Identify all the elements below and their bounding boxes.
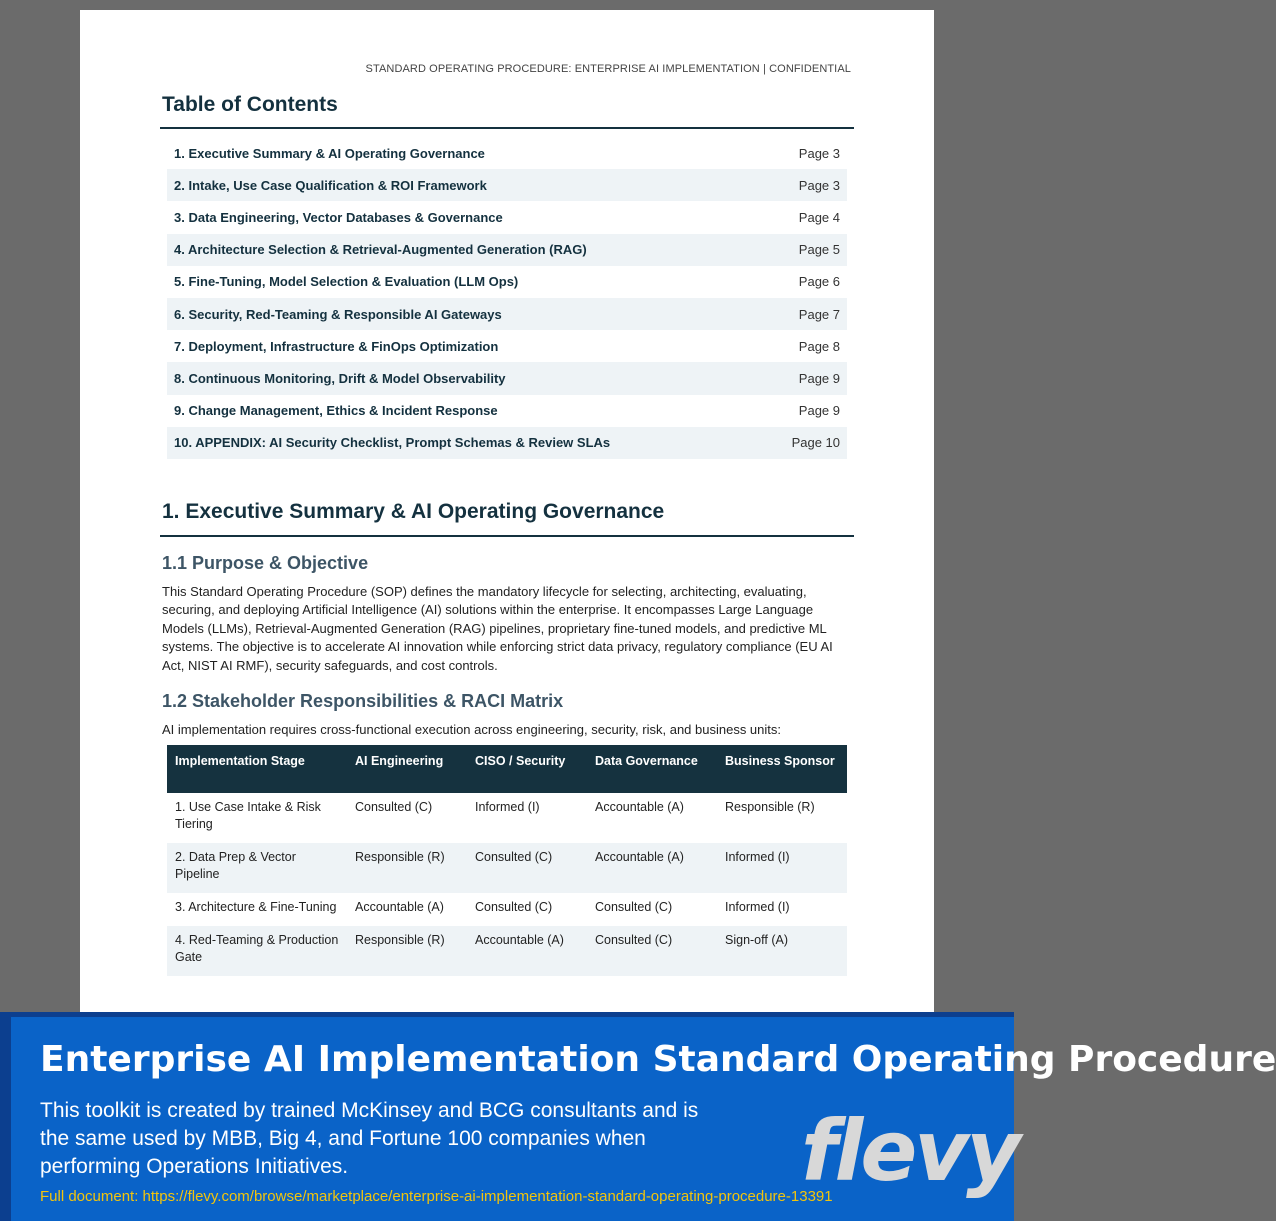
toc-item-page: Page 3 [798,145,840,161]
raci-cell: Consulted (C) [595,900,673,914]
toc-item-page: Page 4 [798,209,840,225]
toc-item-label: 2. Intake, Use Case Qualification & ROI Framework [174,177,487,193]
toc-title: Table of Contents [162,93,338,116]
toc-item-label: 6. Security, Red-Teaming & Responsible AI Gateways [174,306,502,322]
raci-cell: Sign-off (A) [717,926,847,976]
raci-cell: Consulted (C) [355,800,433,814]
raci-header-cell: AI Engineering [347,745,467,793]
toc-item[interactable] [167,201,847,233]
flevy-logo[interactable]: flevy [801,1102,1018,1200]
toc-item-label: 5. Fine-Tuning, Model Selection & Evaluation (LLM Ops) [174,274,519,290]
toc-item-label: 10. APPENDIX: AI Security Checklist, Prompt Schemas & Review SLAs [174,435,611,451]
raci-header-cell: Business Sponsor [717,745,847,793]
raci-cell: Responsible (R) [347,926,467,976]
raci-intro: AI implementation requires cross-functional execution across engineering, security, risk, and business units: [162,722,782,737]
raci-header-cell: Data Governance [587,745,717,793]
purpose-paragraph: This Standard Operating Procedure (SOP) defines the mandatory lifecycle for selecting, architecting, evaluating, securing, and deploying Artificial Intelligence (AI) solutions within the enterprise. It encompasses Large Language Models (LLMs), Retrieval-Augmented Generation (RAG) pipelines, proprietary fine-tuned models, and predictive ML systems. The objective is to accelerate AI innovation while enforcing strict data privacy, regulatory compliance (EU AI Act, NIST AI RMF), security safeguards, and cost controls. [162,584,833,673]
toc-item[interactable] [167,362,847,394]
toc-item-label: 9. Change Management, Ethics & Incident Response [174,403,498,419]
raci-cell: Accountable (A) [355,900,444,914]
raci-cell: Responsible (R) [347,843,467,893]
raci-cell: 2. Data Prep & Vector Pipeline [167,843,347,893]
banner-description: This toolkit is created by trained McKinsey and BCG consultants and is the same used by MBB, Big 4, and Fortune 100 companies when performing Operations Initiatives. [40,1099,699,1178]
toc-item-page: Page 5 [798,242,840,258]
toc-item-page: Page 9 [798,403,840,419]
raci-cell: Consulted (C) [467,843,587,893]
toc-item-label: 3. Data Engineering, Vector Databases & Governance [174,209,503,225]
raci-cell: Informed (I) [475,800,540,814]
table-row [167,926,847,976]
running-header: STANDARD OPERATING PROCEDURE: ENTERPRISE AI IMPLEMENTATION | CONFIDENTIAL [365,63,851,75]
full-document-link[interactable]: Full document: https://flevy.com/browse/marketplace/enterprise-ai-implementation-standard-operating-procedure-13391 [40,1188,833,1205]
raci-table [167,745,847,976]
toc-item-page: Page 6 [798,274,840,290]
toc-divider [160,127,854,129]
raci-cell: Accountable (A) [467,926,587,976]
toc-item-page: Page 8 [798,338,840,354]
toc-item[interactable] [167,266,847,298]
document-page [80,10,934,1040]
toc-item-page: Page 3 [798,177,840,193]
raci-cell: Consulted (C) [587,926,717,976]
toc-item-page: Page 7 [798,306,840,322]
section-heading: 1. Executive Summary & AI Operating Governance [162,500,665,523]
table-row [167,843,847,893]
subsection-heading-raci: 1.2 Stakeholder Responsibilities & RACI Matrix [162,691,564,711]
toc-item[interactable] [167,427,847,459]
raci-cell: 4. Red-Teaming & Production Gate [167,926,347,976]
table-of-contents [167,137,847,459]
raci-cell: Informed (I) [717,843,847,893]
raci-cell: Accountable (A) [595,800,684,814]
toc-item-label: 4. Architecture Selection & Retrieval-Augmented Generation (RAG) [174,242,587,258]
table-row [167,793,847,843]
raci-cell: Informed (I) [725,900,790,914]
toc-item-label: 8. Continuous Monitoring, Drift & Model Observability [174,370,506,386]
raci-cell: 3. Architecture & Fine-Tuning [175,900,337,914]
toc-item-page: Page 9 [798,370,840,386]
toc-item[interactable] [167,395,847,427]
toc-item[interactable] [167,137,847,169]
raci-header-cell: CISO / Security [467,745,587,793]
raci-cell: Consulted (C) [475,900,553,914]
raci-header-row [167,745,847,793]
banner-title: Enterprise AI Implementation Standard Operating Procedure [40,1039,1276,1080]
section-divider [160,535,854,537]
toc-item[interactable] [167,234,847,266]
toc-item-page: Page 10 [791,435,840,451]
raci-cell: Responsible (R) [725,800,815,814]
toc-item[interactable] [167,169,847,201]
toc-item-label: 1. Executive Summary & AI Operating Governance [174,145,485,161]
toc-item[interactable] [167,298,847,330]
toc-item-label: 7. Deployment, Infrastructure & FinOps Optimization [174,338,499,354]
table-row [167,893,847,926]
raci-cell: 1. Use Case Intake & Risk Tiering [175,800,321,831]
promo-banner-panel [11,1017,1276,1221]
promo-banner [0,1012,1276,1221]
raci-header-cell: Implementation Stage [167,745,347,793]
raci-cell: Accountable (A) [587,843,717,893]
toc-item[interactable] [167,330,847,362]
subsection-heading-purpose: 1.1 Purpose & Objective [162,553,369,573]
